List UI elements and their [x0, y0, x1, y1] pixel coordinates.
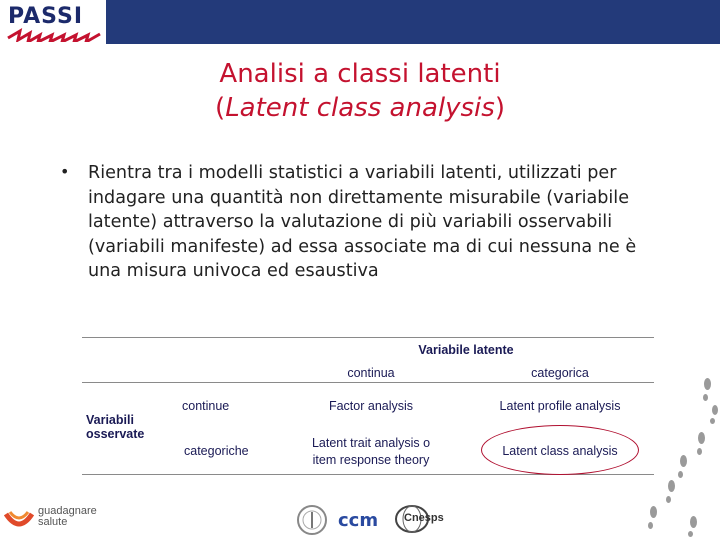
highlight-ellipse [481, 425, 639, 475]
gs-line1: guadagnare [38, 505, 97, 517]
iss-seal-logo [296, 504, 328, 540]
header-blue-band [106, 0, 720, 44]
passi-logo [6, 4, 102, 42]
row-label-categoriche: categoriche [184, 444, 249, 458]
slide-title [0, 57, 720, 125]
cell-latent-trait-analysis: Latent trait analysis o item response theory [311, 436, 431, 467]
ccm-logo: ccm [338, 510, 379, 531]
row-header-observed: Variabili osservate [86, 413, 145, 441]
seal-icon [296, 504, 328, 536]
col-header-categorica: categorica [531, 366, 589, 380]
cnesps-logo [394, 504, 442, 538]
cell-latent-profile-analysis: Latent profile analysis [499, 399, 621, 413]
table-rule-header [82, 382, 654, 383]
gs-line2: salute [38, 516, 68, 528]
smile-icon [4, 506, 34, 532]
bullet-dot-icon: • [60, 162, 70, 181]
cnesps-text: Cnesps [404, 512, 444, 524]
passi-logo-text: PASSI [8, 4, 84, 29]
table-rule-top [82, 337, 654, 338]
cell-factor-analysis: Factor analysis [328, 399, 414, 413]
bullet-text: Rientra tra i modelli statistici a variabili latenti, utilizzati per indagare una quantità non direttamente misurabile (variabile latente) attraverso la valutazione di più variabili osservabili (variabili manifeste) ad essa associate ma di cui nessuna ne è una misura univoca ed esaustiva [88, 163, 637, 281]
col-header-continua: continua [347, 366, 395, 380]
row-label-continue: continue [182, 399, 230, 413]
title-line2: (Latent class analysis) [215, 93, 505, 123]
title-line1: Analisi a classi latenti [219, 59, 501, 89]
latent-variable-header: Variabile latente [418, 343, 514, 357]
cell-latent-class-analysis: Latent class analysis [502, 444, 618, 458]
passi-logo-swoosh-icon [6, 4, 102, 42]
header-bar [0, 0, 720, 44]
title-italic: Latent class analysis [225, 93, 495, 123]
